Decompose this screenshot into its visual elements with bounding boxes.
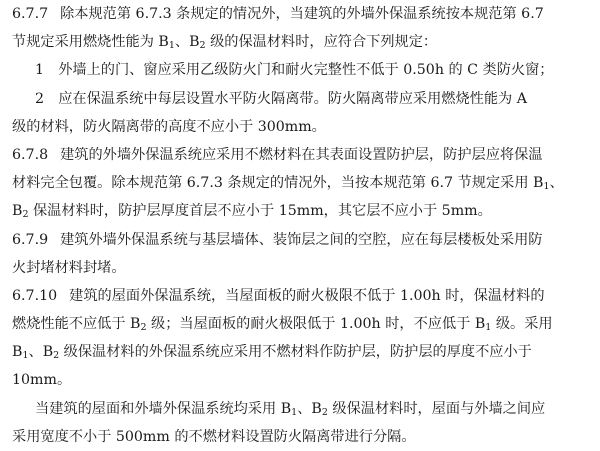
clause-text: 采用宽度不小于 500mm 的不燃材料设置防火隔离带进行分隔。 <box>12 429 416 445</box>
clause-6-7-8-line-2 <box>12 169 600 197</box>
clause-6-7-9-line-1 <box>12 226 600 254</box>
clause-6-7-9-line-2 <box>12 254 600 282</box>
clause-text: 节规定采用燃烧性能为 $B_1$、$B_2$ 级的保温材料时，应符合下列规定： <box>12 34 438 51</box>
clause-6-7-7-line-1 <box>12 0 600 28</box>
clause-text: 建筑外墙外保温系统与基层墙体、装饰层之间的空腔，应在每层楼板处采用防 <box>60 232 543 248</box>
clause-text: 1 外墙上的门、窗应采用乙级防火门和耐火完整性不低于 0.50h 的 C 类防火窗； <box>35 62 554 78</box>
clause-text: 级的材料，防火隔离带的高度不应小于 300mm。 <box>12 119 326 135</box>
clause-number: 6.7.10 <box>12 288 58 304</box>
clause-6-7-10-line-2 <box>12 310 600 338</box>
clause-text: 当建筑的屋面和外墙外保温系统均采用 $B_1$、$B_2$ 级保温材料时，屋面与外墙之间应 <box>35 401 546 418</box>
clause-6-7-10-line-4 <box>12 366 600 394</box>
clause-text: $B_2$ 保温材料时，防护层厚度首层不应小于 15mm，其它层不应小于 5mm。 <box>12 203 492 220</box>
clause-text: 建筑的屋面外保温系统，当屋面板的耐火极限不低于 1.00h 时，保温材料的 <box>69 288 545 304</box>
clause-number: 6.7.8 <box>12 147 49 163</box>
clause-6-7-10-para-2-line-2 <box>12 423 600 451</box>
clause-text: 材料完全包覆。除本规范第 6.7.3 条规定的情况外，当按本规范第 6.7 节规定采用 $B_1$、 <box>12 175 564 192</box>
clause-6-7-7-item-2-cont <box>12 113 600 141</box>
clause-number: 6.7.7 <box>12 6 49 22</box>
clause-text: 燃烧性能不应低于 $B_2$ 级；当屋面板的耐火极限低于 1.00h 时，不应低于 $B_1$ 级。采用 <box>12 316 553 333</box>
clause-6-7-7-item-1 <box>35 56 600 84</box>
clause-text: 2 应在保温系统中每层设置水平防火隔离带。防火隔离带应采用燃烧性能为 A <box>35 91 527 107</box>
clause-6-7-10-para-2-line-1 <box>35 395 600 423</box>
clause-6-7-10-line-3 <box>12 338 600 366</box>
clause-text: $B_1$、$B_2$ 级保温材料的外保温系统应采用不燃材料作防护层，防护层的厚度不应小于 <box>12 344 532 361</box>
clause-text: 火封堵材料封堵。 <box>12 260 126 276</box>
clause-6-7-7-item-2 <box>35 85 600 113</box>
clause-text: 建筑的外墙外保温系统应采用不燃材料在其表面设置防护层，防护层应将保温 <box>60 147 543 163</box>
clause-6-7-8-line-3 <box>12 197 600 225</box>
clause-6-7-7-line-2 <box>12 28 600 56</box>
clause-number: 6.7.9 <box>12 232 49 248</box>
clause-text: 10mm。 <box>12 372 72 388</box>
clause-6-7-10-line-1 <box>12 282 600 310</box>
clause-text: 除本规范第 6.7.3 条规定的情况外，当建筑的外墙外保温系统按本规范第 6.7 <box>60 6 544 22</box>
clause-6-7-8-line-1 <box>12 141 600 169</box>
